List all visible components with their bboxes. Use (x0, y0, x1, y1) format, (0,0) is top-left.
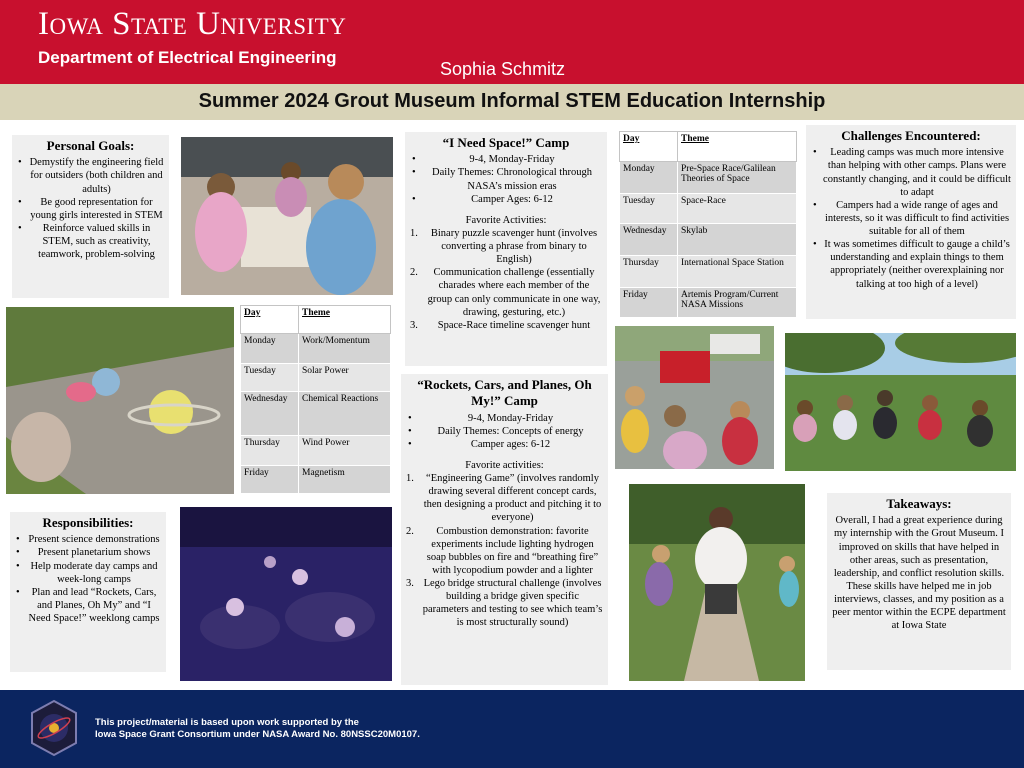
table-header-day: Day (620, 132, 678, 162)
footer-banner (0, 690, 1024, 768)
table-cell: Artemis Program/Current NASA Missions (678, 288, 797, 318)
table-header-day: Day (241, 306, 299, 334)
personal-goals-box (12, 135, 169, 298)
responsibilities-list (14, 533, 162, 625)
photo-walking-path-graphic (629, 484, 805, 681)
space-grant-logo-icon (30, 699, 78, 757)
list-item (410, 266, 602, 319)
space-camp-bullets (410, 153, 602, 206)
challenges-list (811, 146, 1011, 290)
list-item: • Leading camps was much more intensive than helping with other camps. Plans were constantly changing, and it could be difficult to adapt (811, 146, 1011, 199)
table-cell: Wednesday (620, 224, 678, 256)
list-item: • Daily Themes: Chronological through NASA’s mission eras (410, 166, 602, 192)
takeaways-box (827, 493, 1011, 670)
list-number: 1. (410, 227, 418, 239)
photo-planetarium-graphic (180, 507, 392, 681)
rockets-camp-box (401, 374, 608, 685)
space-camp-heading: “I Need Space!” Camp (442, 135, 570, 150)
photo-group-grass-graphic (785, 333, 1016, 471)
list-number: 3. (410, 319, 418, 331)
table-cell: Work/Momentum (299, 334, 391, 364)
list-item (406, 525, 603, 578)
space-activities-heading: Favorite Activities: (465, 214, 547, 226)
list-item: • Be good representation for young girls interested in STEM (16, 196, 165, 222)
list-item: • Help moderate day camps and week-long camps (14, 560, 162, 586)
photo-planetarium (180, 507, 392, 681)
space-grant-logo (30, 699, 78, 757)
table-cell: Space-Race (678, 194, 797, 224)
rockets-camp-bullets (406, 412, 603, 451)
table-cell: Thursday (620, 256, 678, 288)
list-item: • Present planetarium shows (14, 546, 162, 559)
list-item (406, 577, 603, 630)
table-cell: Wind Power (299, 436, 391, 466)
table-cell: Thursday (241, 436, 299, 466)
list-item (410, 319, 602, 332)
list-text: Space-Race timeline scavenger hunt (437, 319, 591, 331)
table-cell: Chemical Reactions (299, 392, 391, 436)
list-item (410, 227, 602, 266)
takeaways-heading: Takeaways: (886, 496, 952, 511)
table-cell: Solar Power (299, 364, 391, 392)
table-cell: Tuesday (620, 194, 678, 224)
space-activities-list (410, 227, 602, 332)
author-name: Sophia Schmitz (440, 59, 566, 79)
list-item (406, 472, 603, 525)
title-band (0, 84, 1024, 120)
funding-line-1: This project/material is based upon work supported by the (95, 717, 359, 728)
responsibilities-heading: Responsibilities: (42, 515, 134, 530)
university-name: Iowa State University (38, 6, 347, 42)
table-cell: Monday (241, 334, 299, 364)
rockets-theme-table (240, 305, 391, 494)
photo-walking-path (629, 484, 805, 681)
header-banner (0, 0, 1024, 84)
takeaways-text: Overall, I had a great experience during my internship with the Grout Museum. I improved on skills that have helped in other areas, such as presentation, leadership, and conflict resolution skills. These skills have helped me in job interviews, classes, and my position as a peer mentor within the ECPE department at Iowa State (832, 515, 1006, 632)
table-header-theme: Theme (678, 132, 797, 162)
department-name: Department of Electrical Engineering (38, 48, 337, 67)
challenges-box (806, 125, 1016, 319)
personal-goals-list (16, 156, 165, 261)
list-number: 2. (410, 267, 418, 279)
list-item: • Daily Themes: Concepts of energy (406, 425, 603, 438)
list-item: • It was sometimes difficult to gauge a child’s understanding and explain things to them appropriately (neither overexplaining nor talking at too high of a level) (811, 238, 1011, 291)
list-text: Communication challenge (essentially charades where each member of the group can only communicate in one way, drawing, gesturing, etc.) (427, 267, 601, 318)
table-cell: Wednesday (241, 392, 299, 436)
table-cell: Skylab (678, 224, 797, 256)
table-header-theme: Theme (299, 306, 391, 334)
space-camp-box (405, 132, 607, 366)
table-cell: Friday (620, 288, 678, 318)
challenges-heading: Challenges Encountered: (841, 128, 981, 143)
list-item: • Camper Ages: 6-12 (410, 193, 602, 206)
list-number: 1. (406, 473, 414, 484)
list-item: • 9-4, Monday-Friday (410, 153, 602, 166)
photo-chalk-drawing-graphic (6, 307, 234, 494)
list-item: • Campers had a wide range of ages and interests, so it was difficult to find activities suitable for all of them (811, 199, 1011, 238)
responsibilities-box (10, 512, 166, 672)
table-cell: Pre-Space Race/Galilean Theories of Space (678, 162, 797, 194)
list-item: • 9-4, Monday-Friday (406, 412, 603, 425)
list-item: • Reinforce valued skills in STEM, such as creativity, teamwork, problem-solving (16, 222, 165, 261)
table-cell: International Space Station (678, 256, 797, 288)
photo-kids-puzzle-graphic (181, 137, 393, 295)
list-item: • Present science demonstrations (14, 533, 162, 546)
rockets-activities-heading: Favorite activities: (465, 459, 544, 471)
list-text: Combustion demonstration: favorite experiments include lighting hydrogen soap bubbles on fire and “breathing fire” with lycopodium powder and a lighter (426, 525, 599, 576)
table-cell: Monday (620, 162, 678, 194)
table-cell: Magnetism (299, 466, 391, 494)
space-theme-table (619, 131, 797, 318)
photo-kids-puzzle (181, 137, 393, 295)
list-number: 3. (406, 578, 414, 589)
list-text: Lego bridge structural challenge (involves building a bridge given specific parameters and testing to see which team’s is most structurally sound) (422, 578, 603, 629)
list-number: 2. (406, 525, 414, 537)
list-item: • Plan and lead “Rockets, Cars, and Planes, Oh My” and “I Need Space!” weeklong camps (14, 586, 162, 625)
funding-line-2: Iowa Space Grant Consortium under NASA Award No. 80NSSC20M0107. (95, 729, 420, 741)
funding-acknowledgment (95, 717, 420, 742)
poster-title: Summer 2024 Grout Museum Informal STEM Education Internship (198, 90, 826, 112)
photo-chalk-drawing (6, 307, 234, 494)
list-item: • Camper ages: 6-12 (406, 438, 603, 451)
table-cell: Tuesday (241, 364, 299, 392)
list-text: Binary puzzle scavenger hunt (involves converting a phrase from binary to English) (430, 227, 598, 266)
photo-kids-car-graphic (615, 326, 774, 469)
rockets-activities-list (406, 472, 603, 630)
photo-group-grass (785, 333, 1016, 471)
personal-goals-heading: Personal Goals: (46, 138, 135, 153)
list-item: • Demystify the engineering field for outsiders (both children and adults) (16, 156, 165, 195)
photo-kids-car (615, 326, 774, 469)
list-text: “Engineering Game” (involves randomly drawing several different concept cards, then designing a product and pitching it to everyone) (423, 473, 602, 524)
table-cell: Friday (241, 466, 299, 494)
rockets-camp-heading: “Rockets, Cars, and Planes, Oh My!” Camp (417, 377, 592, 409)
